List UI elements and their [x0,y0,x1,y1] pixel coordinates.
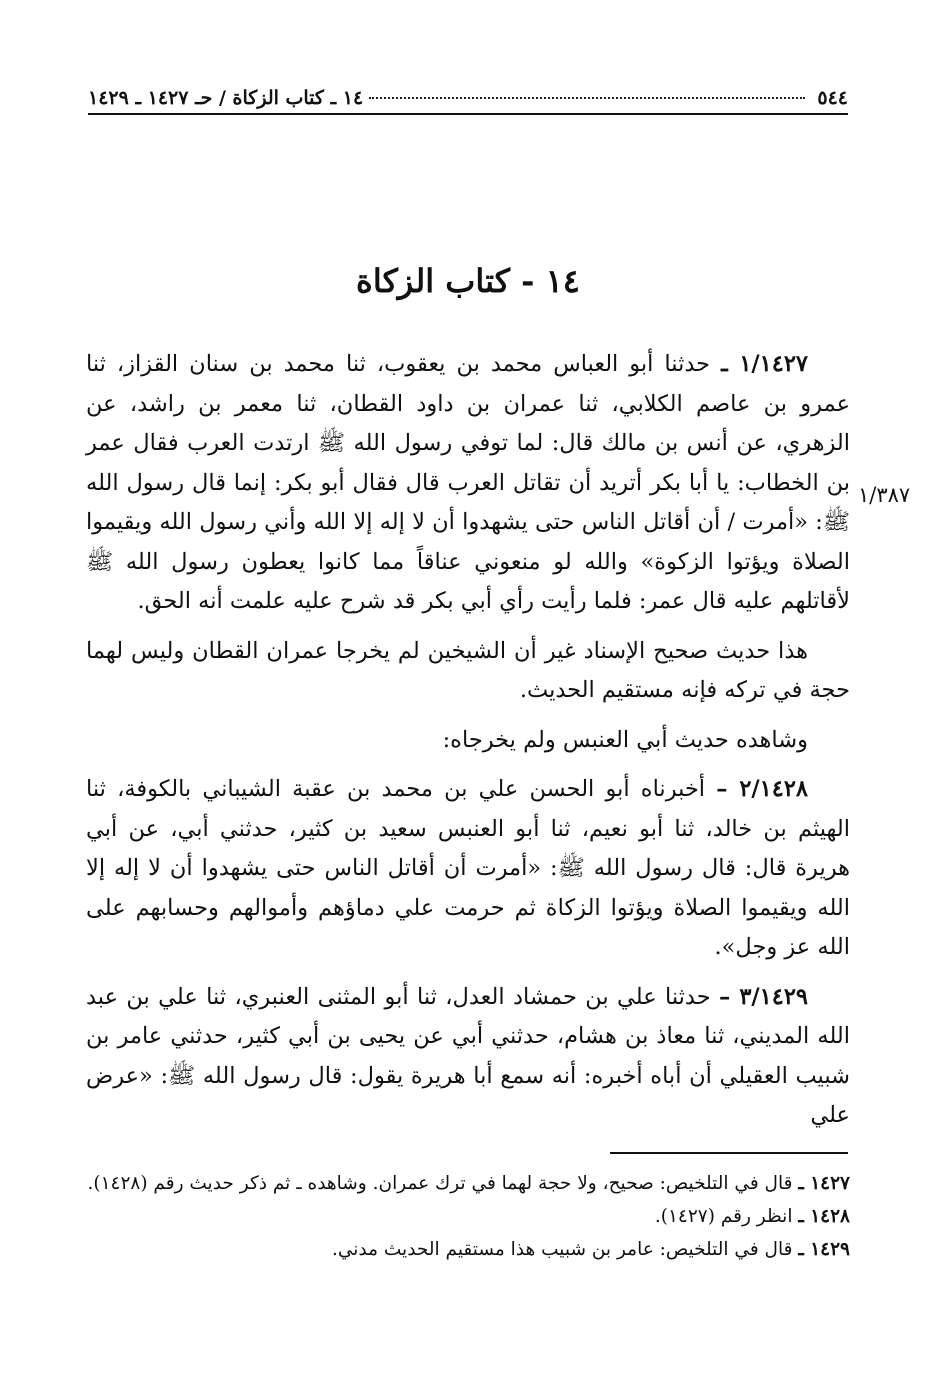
footnote-number: ١٤٢٩ ـ [798,1239,850,1260]
footnote [86,1234,850,1265]
hadith-1429 [86,978,850,1136]
footnote-rule [610,1152,848,1154]
hadith-number: ٢/١٤٢٨ – [716,776,808,802]
footnote-text: قال في التلخيص: عامر بن شبيب هذا مستقيم الحديث مدني. [331,1239,793,1260]
main-text [86,345,850,1146]
shahid-line: وشاهده حديث أبي العنبس ولم يخرجاه: [442,726,808,753]
header-dot-leader [369,97,805,99]
margin-page-reference: ١/٣٨٧ [858,483,911,507]
hadith-text: أخبرناه أبو الحسن علي بن محمد بن عقبة الشيباني بالكوفة، ثنا الهيثم بن خالد، ثنا أبو نعيم، ثنا أبو العنبس سعيد بن كثير، حدثني أبي، عن أبي هريرة قال: قال رسول الله ﷺ: «أمرت أن أقاتل الناس حتى يشهدوا أن لا إله إلا الله ويقيموا الصلاة ويؤتوا الزكاة ثم حرمت علي دماؤهم وأموالهم وحسابهم على الله عز وجل». [86,776,850,960]
hadith-text: حدثنا أبو العباس محمد بن يعقوب، ثنا محمد بن سنان القزاز، ثنا عمرو بن عاصم الكلابي، ثنا عمران بن داود القطان، ثنا معمر بن راشد، عن الزهري، عن أنس بن مالك قال: لما توفي رسول الله ﷺ ارتدت العرب فقال عمر بن الخطاب: يا أبا بكر أتريد أن تقاتل العرب قال فقال أبو بكر: إنما قال رسول الله ﷺ: «أمرت / أن أقاتل الناس حتى يشهدوا أن لا إله إلا الله وأني رسول الله ويقيموا الصلاة ويؤتوا الزكوة» والله لو منعوني عناقاً مما كانوا يعطون رسول الله ﷺ لأقاتلهم عليه قال عمر: فلما رأيت رأي أبي بكر قد شرح عليه علمت أنه الحق. [86,351,850,614]
chapter-title: ١٤ - كتاب الزكاة [356,262,580,300]
page-header [88,84,848,112]
footnote [86,1168,850,1199]
hadith-1427 [86,345,850,622]
hadith-text: حدثنا علي بن حمشاد العدل، ثنا أبو المثنى العنبري، ثنا علي بن عبد الله المديني، ثنا معاذ بن هشام، حدثني أبي عن يحيى بن أبي كثير، حدثني عامر بن شبيب العقيلي أن أباه أخبره: أنه سمع أبا هريرة يقول: قال رسول الله ﷺ: «عرض علي [86,983,850,1128]
footnote-text: انظر رقم (١٤٢٧). [654,1206,793,1227]
page-number: ٥٤٤ [817,87,848,109]
footnote [86,1201,850,1232]
hadith-number: ٣/١٤٢٩ – [719,983,808,1010]
hadith-1428 [86,770,850,968]
footnote-number: ١٤٢٧ ـ [798,1173,850,1194]
footnotes [86,1168,850,1267]
footnote-text: قال في التلخيص: صحيح، ولا حجة لهما في ترك عمران. وشاهده ـ ثم ذكر حديث رقم (١٤٢٨). [87,1173,793,1194]
author-comment: هذا حديث صحيح الإسناد غير أن الشيخين لم يخرجا عمران القطان وليس لهما حجة في تركه فإنه مستقيم الحديث. [86,637,850,703]
hadith-number: ١/١٤٢٧ ـ [721,351,808,377]
running-title: ١٤ ـ كتاب الزكاة / حـ ١٤٢٧ ـ ١٤٢٩ [88,87,364,109]
footnote-number: ١٤٢٨ ـ [798,1206,850,1227]
header-rule [88,113,848,115]
